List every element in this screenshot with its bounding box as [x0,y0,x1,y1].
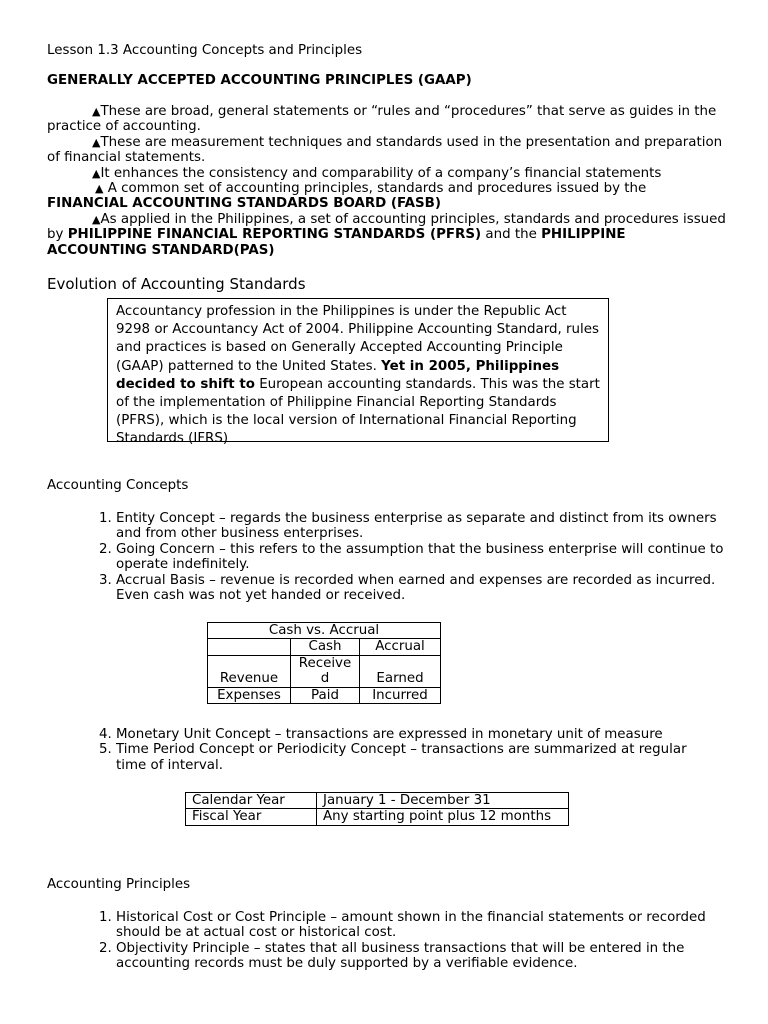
table-cell: Paid [291,687,360,703]
triangle-icon: ▲ [92,135,101,149]
table-cell: Receive d [291,655,360,687]
concepts-list-a [70,511,736,603]
bullet-1: ▲These are broad, general statements or “rules and “procedures” that serve as guides in the practice of accounting. [47,104,717,135]
gaap-bullets [47,104,727,258]
list-item: 5. Time Period Concept or Periodicity Concept – transactions are summarized at regular time of interval. [116,742,736,773]
list-item: 4. Monetary Unit Concept – transactions are expressed in monetary unit of measure [116,727,736,742]
evolution-box: Accountancy profession in the Philippines is under the Republic Act 9298 or Accountancy Act of 2004. Philippine Accounting Standard, rules and practices is based on Generally Accepted Accounting Principle (GAAP) patterned to the United States. Yet in 2005, Philippines decided to shift to European accounting standards. This was the start of the implementation of Philippine Financial Reporting Standards (PFRS), which is the local version of International Financial Reporting Standards (IFRS) [107,298,609,442]
list-item: 2. Going Concern – this refers to the assumption that the business enterprise will continue to operate indefinitely. [116,542,736,573]
table-header-cash: Cash [291,639,360,655]
principles-heading: Accounting Principles [47,877,191,892]
concepts-list-b [70,727,736,773]
principles-list [70,910,736,972]
table-cell: Revenue [208,655,291,687]
bullet-4: ▲ A common set of accounting principles, standards and procedures issued by the FINANCIAL ACCOUNTING STANDARDS BOARD (FASB) [47,181,647,212]
triangle-icon: ▲ [95,182,104,196]
triangle-icon: ▲ [92,212,101,226]
calendar-fiscal-table [185,792,569,826]
table-cell: Earned [360,655,441,687]
list-item: 2. Objectivity Principle – states that all business transactions that will be entered in the accounting records must be duly supported by a verifiable evidence. [116,941,736,972]
bullet-5: ▲As applied in the Philippines, a set of accounting principles, standards and procedures issued by PHILIPPINE FINANCIAL REPORTING STANDARDS (PFRS) and the PHILIPPINE ACCOUNTING STANDARD(PAS) [47,211,726,258]
bullet-2: ▲These are measurement techniques and standards used in the presentation and preparation of financial statements. [47,134,723,166]
table-cell: Any starting point plus 12 months [317,809,569,825]
triangle-icon: ▲ [92,166,101,180]
concepts-heading: Accounting Concepts [47,478,189,493]
bullet-3: ▲It enhances the consistency and comparability of a company’s financial statements [92,165,662,181]
table-cell: Calendar Year [186,793,317,809]
list-item: 1. Historical Cost or Cost Principle – amount shown in the financial statements or recorded should be at actual cost or historical cost. [116,910,736,941]
table-cell: Incurred [360,687,441,703]
table-cell [208,639,291,655]
list-item: 1. Entity Concept – regards the business enterprise as separate and distinct from its owners and from other business enterprises. [116,511,736,542]
gaap-heading: GENERALLY ACCEPTED ACCOUNTING PRINCIPLES (GAAP) [47,73,472,88]
list-item: 3. Accrual Basis – revenue is recorded when earned and expenses are recorded as incurred. Even cash was not yet handed or received. [116,573,736,604]
evolution-heading: Evolution of Accounting Standards [47,275,306,293]
table-cell: Expenses [208,687,291,703]
cash-vs-accrual-table [207,622,441,704]
triangle-icon: ▲ [92,105,101,118]
lesson-title: Lesson 1.3 Accounting Concepts and Principles [47,43,363,58]
table-title: Cash vs. Accrual [208,623,441,639]
table-header-accrual: Accrual [360,639,441,655]
table-cell: Fiscal Year [186,809,317,825]
table-cell: January 1 - December 31 [317,793,569,809]
